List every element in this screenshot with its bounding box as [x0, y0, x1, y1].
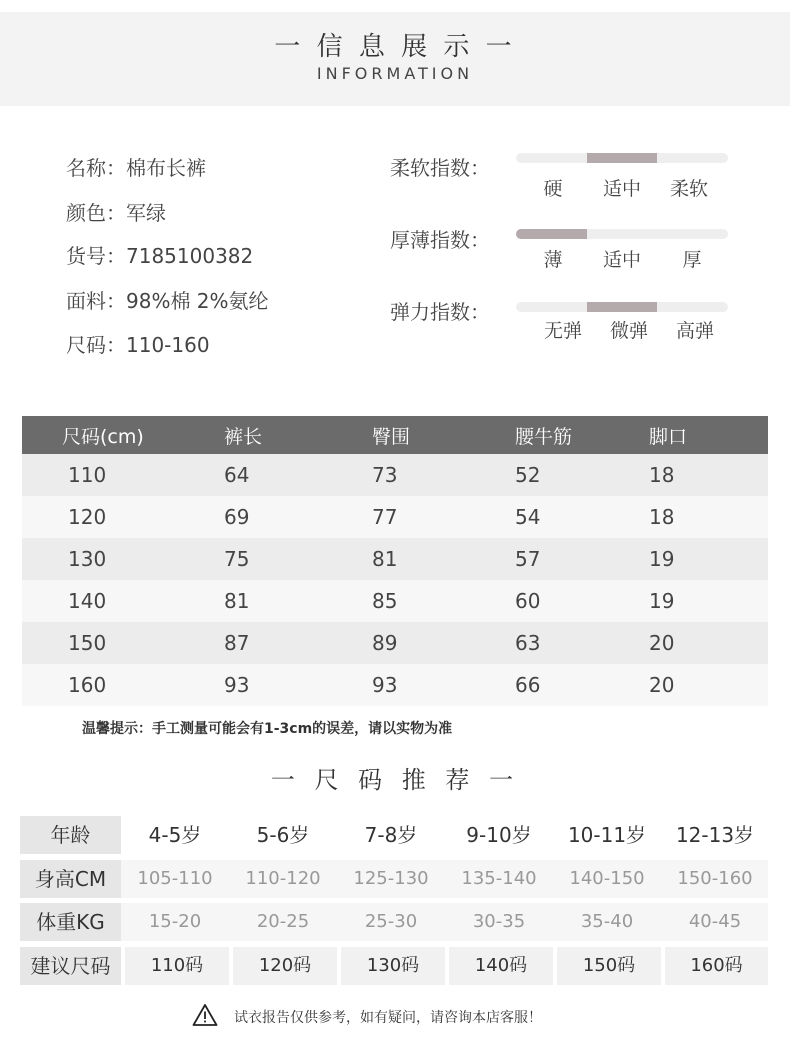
table-cell: 64 — [184, 454, 332, 496]
recommend-cell: 30-35 — [472, 911, 526, 932]
recommend-cell: 110码 — [125, 947, 229, 985]
table-cell: 120 — [22, 496, 184, 538]
column-header-hip: 臀围 — [332, 416, 477, 454]
thickness-index-bar — [516, 229, 728, 239]
recommend-cell: 9-10岁 — [466, 823, 532, 847]
table-cell: 93 — [184, 664, 332, 706]
recommend-row-height — [20, 860, 768, 898]
table-cell: 77 — [332, 496, 477, 538]
warning-icon — [192, 1003, 218, 1027]
recommend-cell: 5-6岁 — [256, 823, 310, 847]
table-cell: 130 — [22, 538, 184, 580]
section-subtitle-information: INFORMATION — [316, 64, 474, 83]
recommend-cell: 7-8岁 — [364, 823, 418, 847]
column-header-size: 尺码(cm) — [22, 416, 184, 454]
recommend-row-values — [121, 947, 768, 985]
column-header-waistband: 腰牛筋 — [477, 416, 621, 454]
recommend-row-label: 体重KG — [20, 903, 121, 941]
table-cell: 85 — [332, 580, 477, 622]
table-cell: 160 — [22, 664, 184, 706]
elasticity-option-high: 高弹 — [675, 320, 714, 342]
elasticity-option-slight: 微弹 — [609, 320, 648, 342]
softness-index-fill — [587, 153, 658, 163]
table-cell: 18 — [621, 496, 768, 538]
table-cell: 19 — [621, 580, 768, 622]
table-row — [22, 622, 768, 664]
thickness-index-fill — [516, 229, 587, 239]
recommend-cell: 150码 — [557, 947, 661, 985]
recommend-row-label: 年龄 — [20, 816, 121, 854]
recommend-row-values — [121, 816, 768, 854]
table-cell: 19 — [621, 538, 768, 580]
info-size: 尺码：110-160 — [66, 333, 210, 357]
recommend-cell: 110-120 — [245, 868, 321, 889]
thickness-option-medium: 适中 — [602, 249, 641, 271]
table-row — [22, 538, 768, 580]
recommend-cell: 10-11岁 — [567, 823, 647, 847]
table-cell: 52 — [477, 454, 621, 496]
recommend-row-label: 身高CM — [20, 860, 121, 898]
measurement-tip: 温馨提示：手工测量可能会有1-3cm的误差，请以实物为准 — [82, 721, 453, 737]
table-cell: 66 — [477, 664, 621, 706]
table-cell: 81 — [332, 538, 477, 580]
recommend-cell: 4-5岁 — [148, 823, 202, 847]
section-title-information: 一 信 息 展 示 一 — [274, 32, 516, 62]
table-cell: 20 — [621, 622, 768, 664]
recommend-cell: 150-160 — [677, 868, 753, 889]
softness-index-bar — [516, 153, 728, 163]
elasticity-index-bar — [516, 302, 728, 312]
recommend-cell: 130码 — [341, 947, 445, 985]
size-table — [22, 416, 768, 706]
softness-option-hard: 硬 — [543, 178, 563, 200]
elasticity-index-label: 弹力指数： — [390, 300, 490, 324]
section-title-size-recommendation: 一 尺 码 推 荐 一 — [270, 766, 520, 794]
recommend-row-weight — [20, 903, 768, 941]
table-cell: 18 — [621, 454, 768, 496]
table-cell: 93 — [332, 664, 477, 706]
disclaimer-text: 试衣报告仅供参考，如有疑问，请咨询本店客服！ — [234, 1010, 542, 1026]
recommend-cell: 160码 — [665, 947, 768, 985]
table-cell: 73 — [332, 454, 477, 496]
elasticity-index-fill — [587, 302, 658, 312]
table-cell: 63 — [477, 622, 621, 664]
table-row — [22, 454, 768, 496]
recommend-cell: 125-130 — [353, 868, 429, 889]
table-cell: 150 — [22, 622, 184, 664]
info-name: 名称：棉布长裤 — [66, 156, 206, 180]
recommend-row-values — [121, 860, 768, 898]
elasticity-option-none: 无弹 — [543, 320, 582, 342]
info-item-no: 货号：7185100382 — [66, 244, 254, 268]
recommend-cell: 35-40 — [580, 911, 634, 932]
recommend-row-age — [20, 816, 768, 854]
recommend-cell: 120码 — [233, 947, 337, 985]
thickness-option-thin: 薄 — [543, 249, 563, 271]
thickness-option-thick: 厚 — [682, 249, 702, 271]
recommend-row-suggested-size — [20, 947, 768, 985]
recommend-cell: 15-20 — [148, 911, 202, 932]
table-row — [22, 496, 768, 538]
info-color: 颜色：军绿 — [66, 201, 166, 225]
table-cell: 75 — [184, 538, 332, 580]
size-table-header — [22, 416, 768, 454]
recommend-cell: 140码 — [449, 947, 553, 985]
info-fabric: 面料：98%棉 2%氨纶 — [66, 289, 269, 313]
table-row — [22, 580, 768, 622]
recommend-row-label: 建议尺码 — [20, 947, 121, 985]
table-cell: 140 — [22, 580, 184, 622]
recommend-cell: 140-150 — [569, 868, 645, 889]
table-cell: 89 — [332, 622, 477, 664]
table-cell: 57 — [477, 538, 621, 580]
table-cell: 69 — [184, 496, 332, 538]
table-cell: 81 — [184, 580, 332, 622]
table-cell: 20 — [621, 664, 768, 706]
table-row — [22, 664, 768, 706]
recommend-row-values — [121, 903, 768, 941]
recommend-cell: 40-45 — [688, 911, 742, 932]
recommend-cell: 12-13岁 — [675, 823, 755, 847]
thickness-index-label: 厚薄指数： — [390, 228, 490, 252]
column-header-pants-length: 裤长 — [184, 416, 332, 454]
softness-index-label: 柔软指数： — [390, 156, 490, 180]
recommend-cell: 25-30 — [364, 911, 418, 932]
column-header-leg-opening: 脚口 — [621, 416, 768, 454]
recommend-cell: 105-110 — [137, 868, 213, 889]
table-cell: 60 — [477, 580, 621, 622]
table-cell: 54 — [477, 496, 621, 538]
table-cell: 87 — [184, 622, 332, 664]
recommend-cell: 135-140 — [461, 868, 537, 889]
table-cell: 110 — [22, 454, 184, 496]
softness-option-medium: 适中 — [602, 178, 641, 200]
recommend-cell: 20-25 — [256, 911, 310, 932]
softness-option-soft: 柔软 — [669, 178, 708, 200]
